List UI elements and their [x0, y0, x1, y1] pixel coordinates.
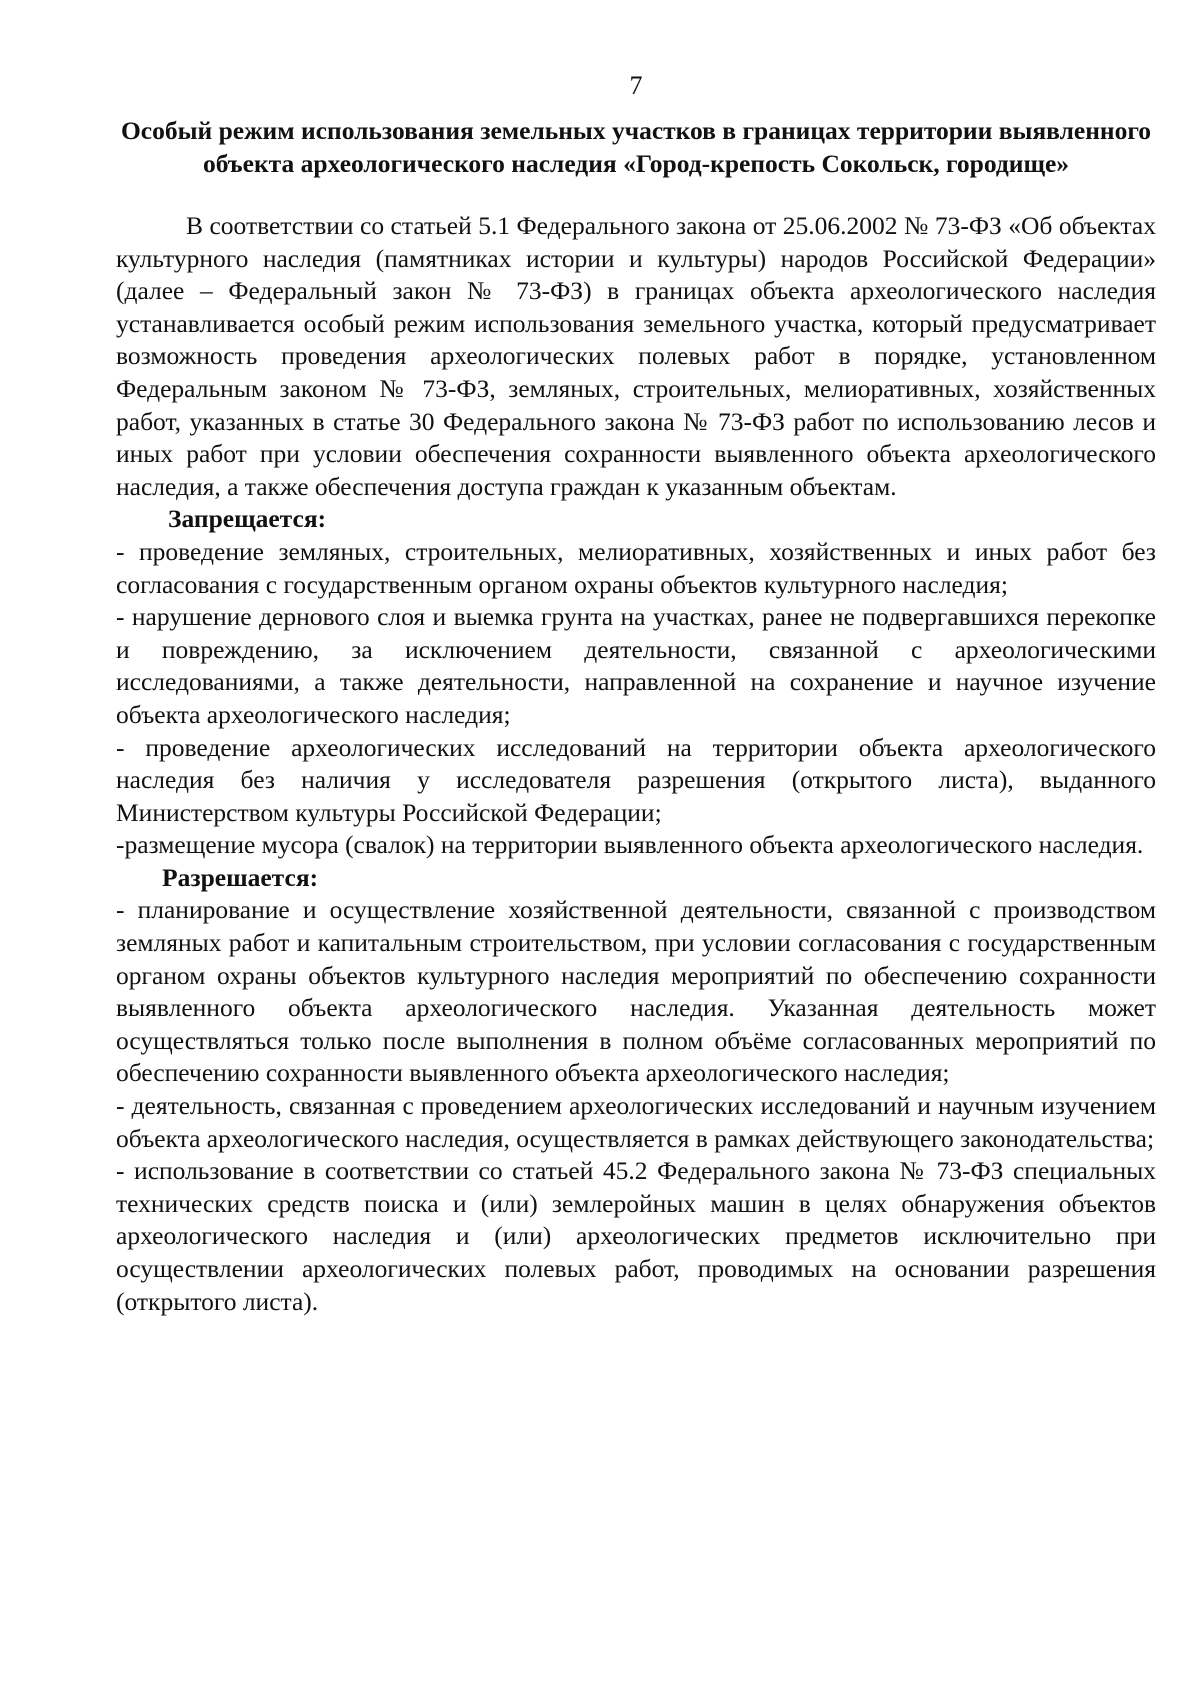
prohibited-heading: Запрещается:	[168, 504, 327, 534]
allowed-item: - деятельность, связанная с проведением археологических исследований и научным изучением объекта археологического наследия, осуществляется в рамках действующего законодательства;	[116, 1091, 1156, 1153]
prohibited-item: - проведение археологических исследований на территории объекта археологического наследия без наличия у исследователя разрешения (открытого листа), выданного Министерством культуры Российской Федерации;	[116, 732, 1156, 827]
document-page	[116, 70, 1156, 1318]
prohibited-section	[116, 503, 1156, 862]
allowed-item: - использование в соответствии со статьей 45.2 Федерального закона № 73-ФЗ специальных технических средств поиска и (или) землеройных машин в целях обнаружения объектов археологического наследия и (или) археологических предметов исключительно при осуществлении археологических полевых работ, проводимых на основании разрешения (открытого листа).	[116, 1156, 1156, 1316]
intro-paragraph: В соответствии со статьей 5.1 Федерального закона от 25.06.2002 № 73-ФЗ «Об объектах культурного наследия (памятниках истории и культуры) народов Российской Федерации» (далее – Федеральный закон № 73-ФЗ) в границах объекта археологического наследия устанавливается особый режим использования земельного участка, который предусматривает возможность проведения археологических полевых работ в порядке, установленном Федеральным законом № 73-ФЗ, земляных, строительных, мелиоративных, хозяйственных работ, указанных в статье 30 Федерального закона № 73-ФЗ работ по использованию лесов и иных работ при условии обеспечения сохранности выявленного объекта археологического наследия, а также обеспечения доступа граждан к указанным объектам.	[116, 211, 1156, 501]
document-title: Особый режим использования земельных участков в границах территории выявленного объекта археологического наследия «Город-крепость Сокольск, городище»	[120, 116, 1152, 178]
allowed-heading: Разрешается:	[162, 862, 319, 892]
allowed-item: - планирование и осуществление хозяйственной деятельности, связанной с производством земляных работ и капитальным строительством, при условии согласования с государственным органом охраны объектов культурного наследия мероприятий по обеспечению сохранности выявленного объекта археологического наследия. Указанная деятельность может осуществляться только после выполнения в полном объёме согласованных мероприятий по обеспечению сохранности выявленного объекта археологического наследия;	[116, 895, 1156, 1088]
allowed-section	[116, 862, 1156, 1318]
prohibited-item: - проведение земляных, строительных, мелиоративных, хозяйственных и иных работ без согласования с государственным органом охраны объектов культурного наследия;	[116, 536, 1156, 599]
prohibited-item: -размещение мусора (свалок) на территории выявленного объекта археологического наследия.	[116, 830, 1144, 860]
page-number: 7	[629, 71, 643, 100]
prohibited-item: - нарушение дернового слоя и выемка грунта на участках, ранее не подвергавшихся перекопке и повреждению, за исключением деятельности, связанной с археологическими исследованиями, а также деятельности, направленной на сохранение и научное изучение объекта археологического наследия;	[116, 602, 1156, 729]
